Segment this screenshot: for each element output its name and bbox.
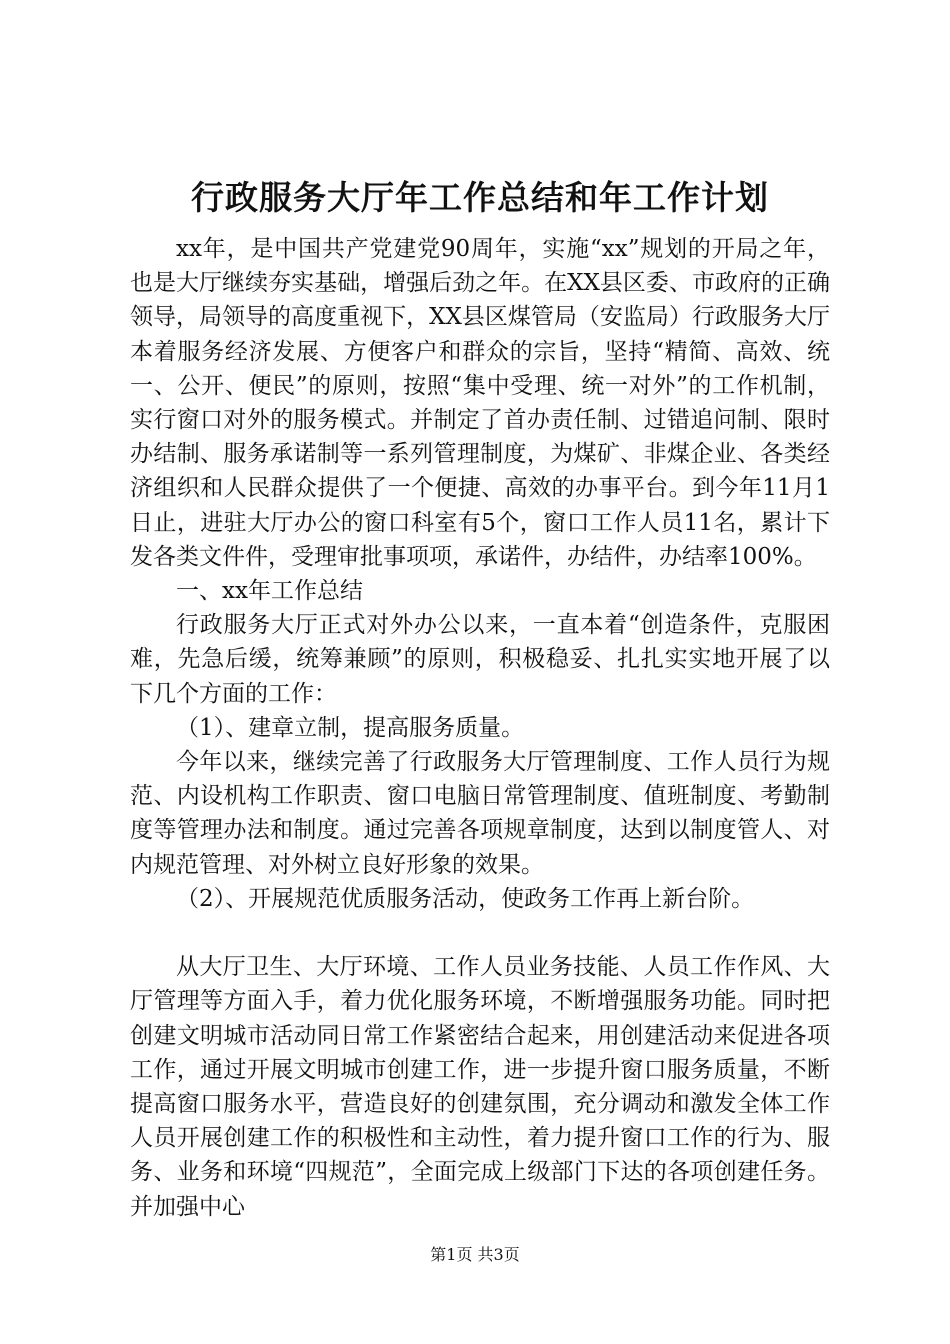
- document-title: 行政服务大厅年工作总结和年工作计划: [191, 178, 769, 217]
- page-footer: 第1页 共3页: [430, 1245, 520, 1264]
- paragraph-service: 从大厅卫生、大厅环境、工作人员业务技能、人员工作作风、大厅管理等方面入手，着力优化服务环境，不断增强服务功能。同时把创建文明城市活动同日常工作紧密结合起来，用创建活动来促进各项工作，通过开展文明城市创建工作，进一步提升窗口服务质量，不断提高窗口服务水平，营造良好的创建氛围，充分调动和激发全体工作人员开展创建工作的积极性和主动性，着力提升窗口工作的行为、服务、业务和环境“四规范”，全面完成上级部门下达的各项创建任务。并加强中心: [130, 954, 830, 1220]
- subheading-2: （2）、开展规范优质服务活动，使政务工作再上新台阶。: [176, 885, 755, 912]
- blank-line: [130, 916, 830, 950]
- subheading-1: （1）、建章立制，提高服务质量。: [176, 714, 525, 741]
- paragraph-intro: xx年，是中国共产党建党90周年，实施“xx”规划的开局之年，也是大厅继续夯实基础，增强后劲之年。在XX县区委、市政府的正确领导，局领导的高度重视下，XX县区煤管局（安监局）行政服务大厅本着服务经济发展、方便客户和群众的宗旨，坚持“精简、高效、统一、公开、便民”的原则，按照“集中受理、统一对外”的工作机制，实行窗口对外的服务模式。并制定了首办责任制、过错追问制、限时办结制、服务承诺制等一系列管理制度，为煤矿、非煤企业、各类经济组织和人民群众提供了一个便捷、高效的办事平台。到今年11月1日止，进驻大厅办公的窗口科室有5个，窗口工作人员11名，累计下发各类文件件，受理审批事项项，承诺件，办结件，办结率100%。: [130, 236, 830, 570]
- paragraph-summary-intro: 行政服务大厅正式对外办公以来，一直本着“创造条件，克服困难，先急后缓，统筹兼顾”的原则，积极稳妥、扎扎实实地开展了以下几个方面的工作：: [130, 612, 830, 707]
- paragraph-rules: 今年以来，继续完善了行政服务大厅管理制度、工作人员行为规范、内设机构工作职责、窗口电脑日常管理制度、值班制度、考勤制度等管理办法和制度。通过完善各项规章制度，达到以制度管人、对内规范管理、对外树立良好形象的效果。: [130, 749, 830, 878]
- section-heading-summary: 一、xx年工作总结: [176, 578, 363, 605]
- document-body: [130, 232, 830, 1224]
